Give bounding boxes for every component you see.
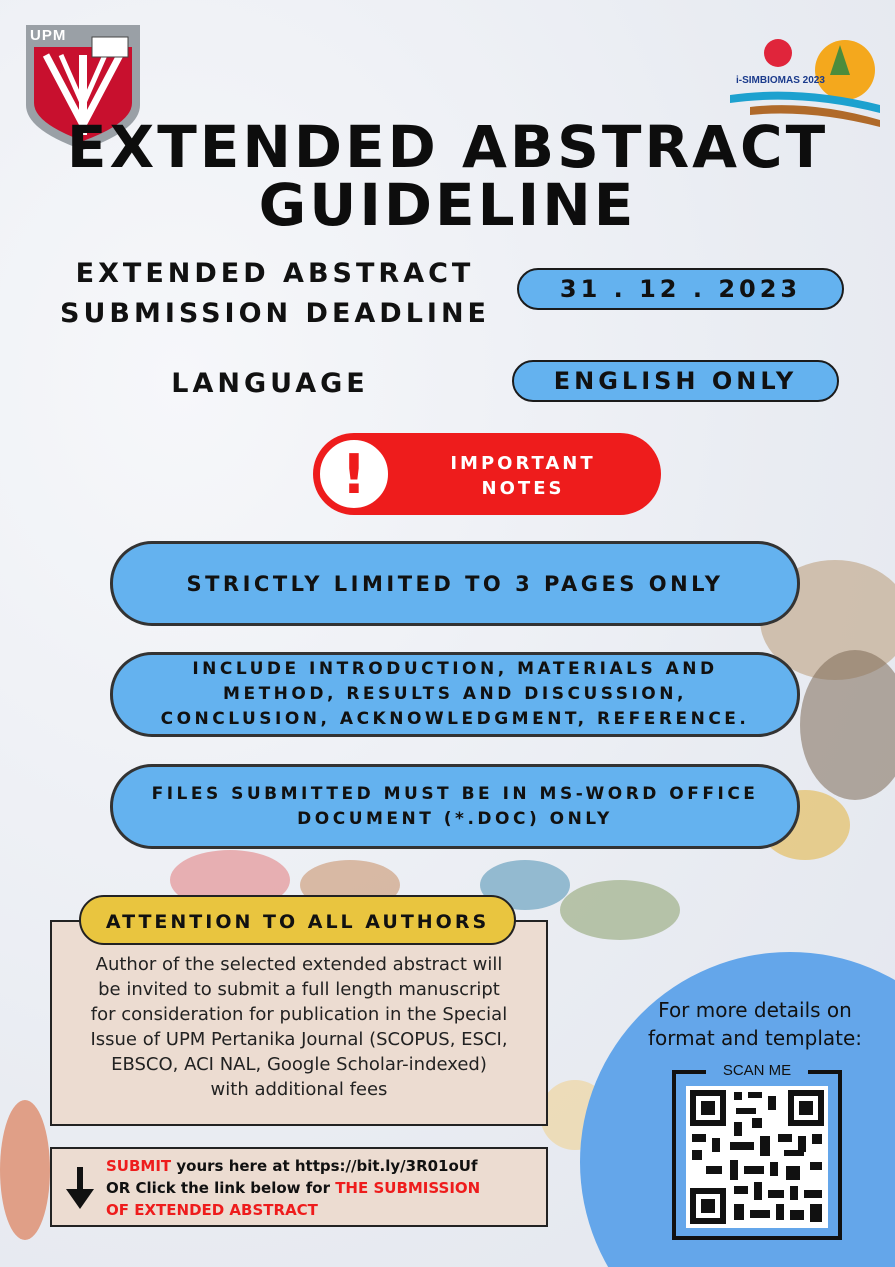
important-notes-badge [313,433,661,515]
deadline-label [40,254,510,334]
attention-box [50,920,548,1126]
deadline-label-line-2: SUBMISSION DEADLINE [60,298,490,329]
title-line-2: GUIDELINE [258,171,637,239]
attention-line-6: with additional fees [210,1079,388,1100]
note-3-line-2: DOCUMENT (*.DOC) ONLY [297,808,613,829]
important-notes-label [403,451,643,501]
simbiomas-logo-text: i-SIMBIOMAS 2023 [736,75,825,86]
attention-line-1: Author of the selected extended abstract will [95,954,503,975]
click-link-text: OR Click the link below for [106,1179,336,1197]
qr-code[interactable] [686,1086,828,1228]
attention-line-3: for consideration for publication in the Special [90,1004,508,1025]
alert-icon [317,437,391,511]
details-line-2: format and template: [647,1026,863,1050]
note-2-line-3: CONCLUSION, ACKNOWLEDGMENT, REFERENCE. [160,709,750,729]
important-label-line-2: NOTES [481,478,565,499]
note-sections [110,652,800,737]
submission-link-2[interactable]: OF EXTENDED ABSTRACT [106,1201,318,1219]
important-label-line-1: IMPORTANT [450,453,596,474]
attention-line-2: be invited to submit a full length manuscript [98,979,500,1000]
submit-word[interactable]: SUBMIT [106,1157,172,1175]
attention-line-5: EBSCO, ACI NAL, Google Scholar-indexed) [111,1054,487,1075]
note-page-limit [110,541,800,626]
qr-frame[interactable] [672,1062,842,1240]
page-title [0,113,895,239]
down-arrow-icon [66,1167,94,1214]
language-label: LANGUAGE [171,368,369,399]
note-3-line-1: FILES SUBMITTED MUST BE IN MS-WORD OFFICE [151,783,759,804]
scan-me-label: SCAN ME [706,1062,808,1080]
alert-mark: ! [341,442,367,506]
attention-heading: ATTENTION TO ALL AUTHORS [79,895,516,945]
submit-link[interactable]: yours here at https://bit.ly/3R01oUf [171,1157,478,1175]
note-file-format [110,764,800,849]
title-line-1: EXTENDED ABSTRACT [66,113,829,181]
upm-logo-text: UPM [30,27,67,44]
note-1-text: STRICTLY LIMITED TO 3 PAGES ONLY [186,571,724,596]
note-2-line-1: INCLUDE INTRODUCTION, MATERIALS AND [192,659,718,679]
note-2-line-2: METHOD, RESULTS AND DISCUSSION, [223,684,687,704]
details-line-1: For more details on [658,998,852,1022]
attention-line-4: Issue of UPM Pertanika Journal (SCOPUS, ESCI, [90,1029,508,1050]
submit-box [50,1147,548,1227]
deadline-label-line-1: EXTENDED ABSTRACT [75,258,475,289]
deadline-value: 31 . 12 . 2023 [517,268,844,310]
qr-code-graphic [686,1086,828,1228]
submission-link-1[interactable]: THE SUBMISSION [335,1179,481,1197]
details-text [620,996,890,1052]
attention-body [52,952,546,1102]
submit-text [106,1155,546,1221]
language-value: ENGLISH ONLY [512,360,839,402]
